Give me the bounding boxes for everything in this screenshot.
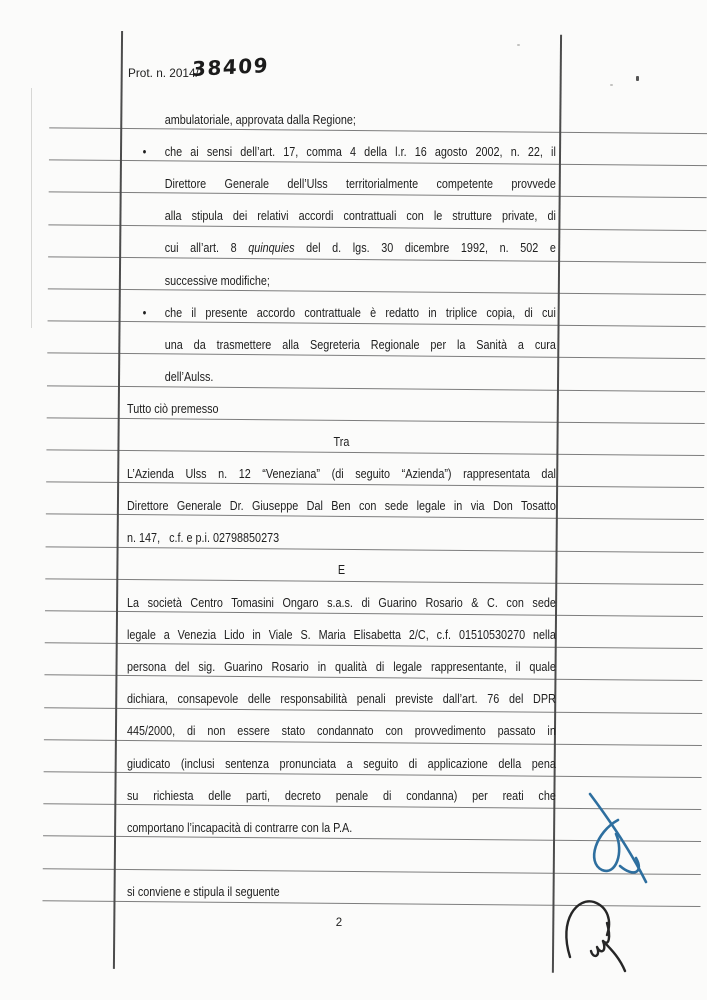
document-line: dichiara, consapevole delle responsabilità penali previste dall’art. 76 del DPR [127, 691, 556, 707]
protocol-number-handwritten: 38409 [191, 52, 270, 82]
document-line: Tra [333, 433, 350, 449]
blue-initials-signature [580, 790, 660, 890]
document-line: comportano l’incapacità di contrarre con la P.A. [127, 819, 353, 835]
document-line: alla stipula dei relativi accordi contrattuali con le strutture private, di [164, 208, 556, 224]
document-line: Tutto ciò premesso [127, 401, 219, 417]
document-line: ambulatoriale, approvata dalla Regione; [164, 111, 356, 127]
document-line: n. 147, c.f. e p.i. 02798850273 [127, 530, 280, 546]
document-line: Direttore Generale Dr. Giuseppe Dal Ben con sede legale in via Don Tosatto [127, 497, 556, 513]
document-line: legale a Venezia Lido in Viale S. Maria Elisabetta 2/C, c.f. 01510530270 nella [127, 626, 556, 642]
document-line: su richiesta delle parti, decreto penale di condanna) per reati che [127, 787, 556, 803]
document-line: 445/2000, di non essere stato condannato con provvedimento passato in [127, 723, 556, 739]
document-line: persona del sig. Guarino Rosario in qualità di legale rappresentante, il quale [127, 658, 556, 674]
black-initials-signature [558, 895, 650, 975]
document-line: si conviene e stipula il seguente [127, 884, 280, 900]
bullet-icon: • [142, 143, 147, 159]
document-line: cui all’art. 8 quinquies del d. lgs. 30 dicembre 1992, n. 502 e [164, 240, 556, 256]
document-line: una da trasmettere alla Segreteria Regionale per la Sanità a cura [164, 336, 556, 352]
protocol-number-label: Prot. n. 2014/ [128, 66, 199, 80]
document-line: La società Centro Tomasini Ongaro s.a.s. di Guarino Rosario & C. con sede [127, 594, 556, 610]
page-number: 2 [335, 917, 343, 929]
document-line: successive modifiche; [164, 272, 270, 288]
bullet-icon: • [142, 304, 147, 320]
document-line [127, 850, 556, 870]
document-line: Direttore Generale dell’Ulss territorialmente competente provvede [164, 175, 556, 191]
document-line: L’Azienda Ulss n. 12 “Veneziana” (di seguito “Azienda”) rappresentata dal [127, 465, 556, 481]
document-line: E [337, 562, 346, 578]
document-line: dell’Aulss. [164, 369, 214, 385]
document-line: • che ai sensi dell’art. 17, comma 4 della l.r. 16 agosto 2002, n. 22, il [127, 142, 556, 162]
document-line: • che il presente accordo contrattuale è redatto in triplice copia, di cui [127, 303, 556, 323]
document-line: giudicato (inclusi sentenza pronunciata a seguito di applicazione della pena [127, 755, 556, 771]
